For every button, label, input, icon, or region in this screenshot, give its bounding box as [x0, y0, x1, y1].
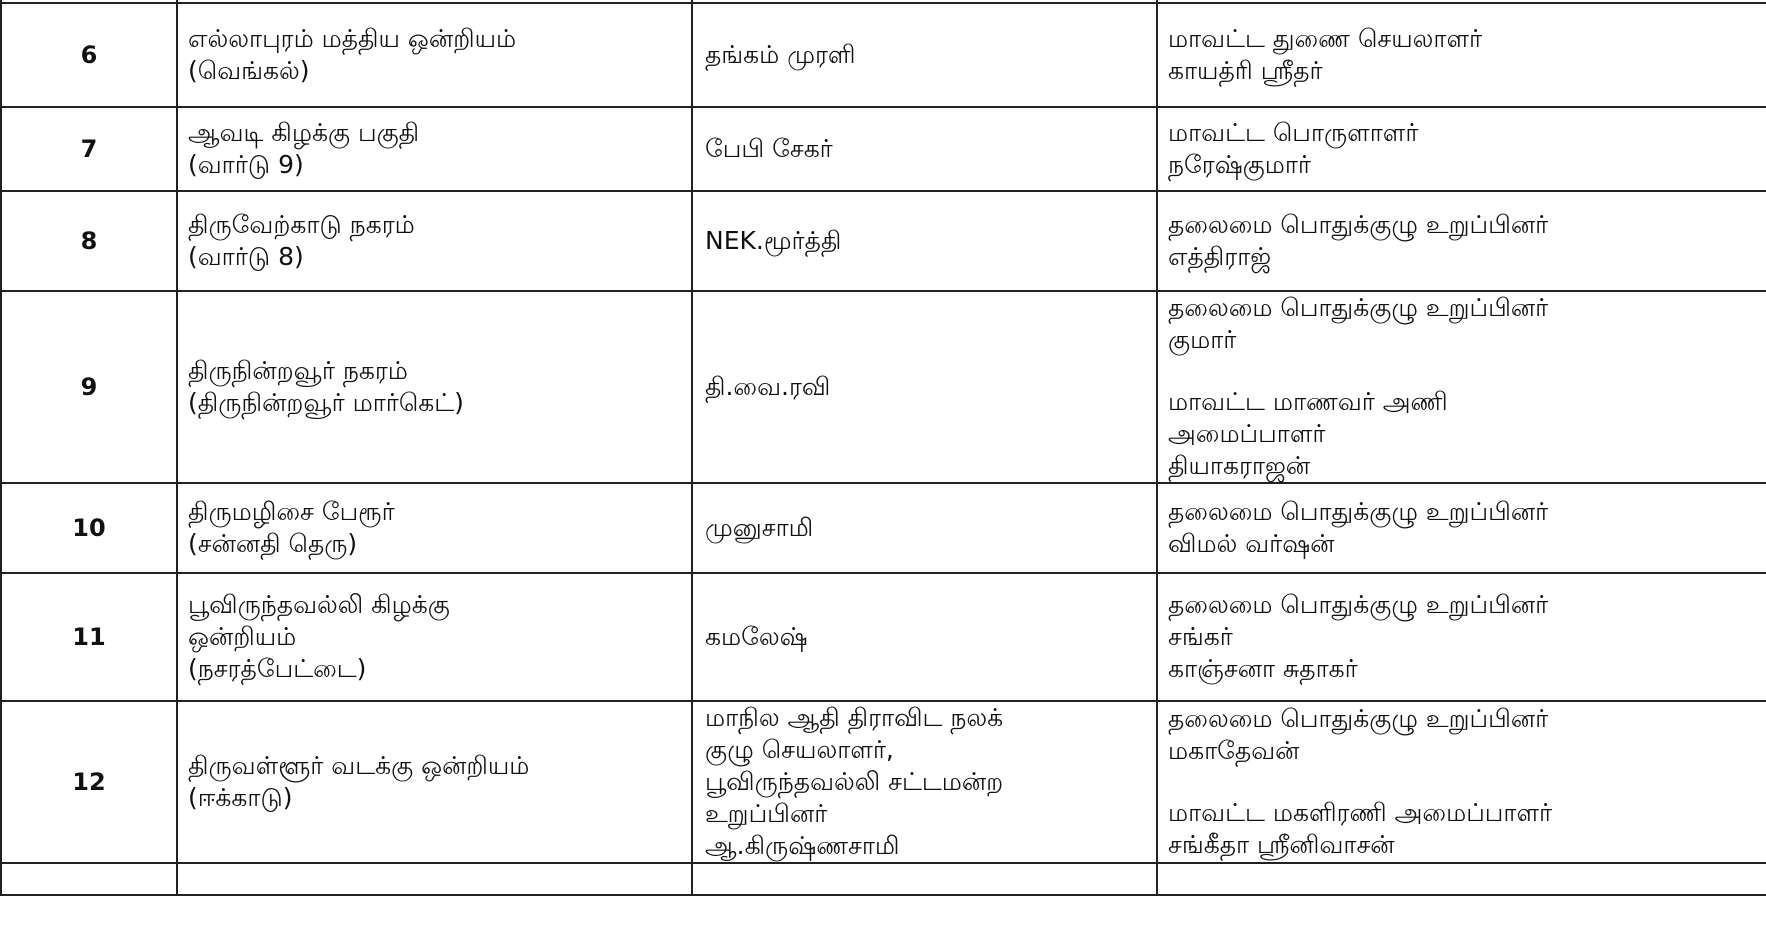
- place-cell: [177, 107, 692, 191]
- place-cell: [177, 483, 692, 573]
- place-cell: [177, 291, 692, 483]
- row-number: 6: [1, 3, 177, 107]
- place-cell: [177, 191, 692, 291]
- place-cell: [177, 573, 692, 701]
- table-row: [1, 107, 1766, 191]
- assigned-by-cell: [1157, 291, 1766, 483]
- person-line: பூவிருந்தவல்லி சட்டமன்ற: [705, 767, 1004, 796]
- person-line: தி.வை.ரவி: [705, 372, 831, 401]
- person-line: NEK.மூர்த்தி: [705, 226, 842, 255]
- assigned-by-line: காயத்ரி ஸ்ரீதர்: [1168, 56, 1323, 85]
- row-number: 10: [1, 483, 177, 573]
- person-line: பேபி சேகர்: [705, 134, 833, 163]
- assigned-by-line: குமார்: [1168, 325, 1237, 354]
- row-number: 11: [1, 573, 177, 701]
- assigned-by-line: அமைப்பாளர்: [1168, 419, 1326, 448]
- table-row: [1, 483, 1766, 573]
- person-cell: [692, 107, 1157, 191]
- assigned-by-line: தலைமை பொதுக்குழு உறுப்பினர்: [1168, 704, 1549, 733]
- assigned-by-cell: [1157, 3, 1766, 107]
- place-line: (திருநின்றவூர் மார்கெட்): [188, 388, 464, 417]
- assigned-by-line: மகாதேவன்: [1168, 736, 1300, 765]
- place-line: ஒன்றியம்: [188, 622, 297, 651]
- table-body: [1, 0, 1766, 895]
- person-line: கமலேஷ்: [705, 622, 808, 651]
- table-row: [1, 573, 1766, 701]
- person-cell: [692, 701, 1157, 863]
- assigned-by-line: தலைமை பொதுக்குழு உறுப்பினர்: [1168, 293, 1549, 322]
- assigned-by-line: தலைமை பொதுக்குழு உறுப்பினர்: [1168, 497, 1549, 526]
- place-line: (நசரத்பேட்டை): [188, 654, 367, 683]
- row-number: 7: [1, 107, 177, 191]
- place-line: ஆவடி கிழக்கு பகுதி: [188, 118, 420, 147]
- assigned-by-line: காஞ்சனா சுதாகர்: [1168, 654, 1358, 683]
- place-line: (வார்டு 9): [188, 150, 304, 179]
- assigned-by-line: மாவட்ட மாணவர் அணி: [1168, 387, 1448, 416]
- assigned-by-line: எத்திராஜ்: [1168, 242, 1272, 271]
- person-cell: [692, 483, 1157, 573]
- person-cell: [692, 191, 1157, 291]
- assigned-by-line: தலைமை பொதுக்குழு உறுப்பினர்: [1168, 210, 1549, 239]
- place-line: திருநின்றவூர் நகரம்: [188, 356, 408, 385]
- place-cell: [177, 3, 692, 107]
- assigned-by-line: மாவட்ட பொருளாளர்: [1168, 118, 1419, 147]
- person-cell: [692, 573, 1157, 701]
- assigned-by-line: தியாகராஜன்: [1168, 451, 1311, 480]
- place-line: (வார்டு 8): [188, 242, 304, 271]
- assigned-by-cell: [1157, 573, 1766, 701]
- assigned-by-cell: [1157, 191, 1766, 291]
- person-line: ஆ.கிருஷ்ணசாமி: [705, 831, 900, 860]
- place-line: திருமழிசை பேரூர்: [188, 497, 395, 526]
- place-line: (வெங்கல்): [188, 56, 310, 85]
- row-number: 12: [1, 701, 177, 863]
- table-row: [1, 701, 1766, 863]
- group-gap: [1168, 356, 1756, 386]
- place-line: எல்லாபுரம் மத்திய ஒன்றியம்: [188, 24, 517, 53]
- group-gap: [1168, 767, 1756, 797]
- person-line: முனுசாமி: [705, 513, 814, 542]
- place-line: (ஈக்காடு): [188, 783, 293, 812]
- assigned-by-cell: [1157, 701, 1766, 863]
- row-number: 9: [1, 291, 177, 483]
- assigned-by-cell: [1157, 483, 1766, 573]
- assigned-by-line: மாவட்ட மகளிரணி அமைப்பாளர்: [1168, 798, 1553, 827]
- assigned-by-line: விமல் வர்ஷன்: [1168, 529, 1335, 558]
- assigned-by-line: தலைமை பொதுக்குழு உறுப்பினர்: [1168, 590, 1549, 619]
- row-number: 8: [1, 191, 177, 291]
- place-line: பூவிருந்தவல்லி கிழக்கு: [188, 590, 450, 619]
- table-row-partial-bottom: [1, 863, 1766, 895]
- person-line: மாநில ஆதி திராவிட நலக்: [705, 703, 1004, 732]
- place-line: திருவேற்காடு நகரம்: [188, 210, 415, 239]
- assigned-by-line: நரேஷ்குமார்: [1168, 150, 1311, 179]
- person-line: தங்கம் முரளி: [705, 40, 856, 69]
- assigned-by-cell: [1157, 107, 1766, 191]
- assigned-by-line: சங்கீதா ஸ்ரீனிவாசன்: [1168, 830, 1395, 859]
- table-row: [1, 191, 1766, 291]
- table-row: [1, 291, 1766, 483]
- person-line: உறுப்பினர்: [705, 799, 828, 828]
- place-cell: [177, 701, 692, 863]
- assigned-by-line: மாவட்ட துணை செயலாளர்: [1168, 24, 1483, 53]
- place-line: (சன்னதி தெரு): [188, 529, 358, 558]
- assigned-by-line: சங்கர்: [1168, 622, 1233, 651]
- table-row: [1, 3, 1766, 107]
- person-cell: [692, 291, 1157, 483]
- place-line: திருவள்ளூர் வடக்கு ஒன்றியம்: [188, 751, 530, 780]
- person-line: குழு செயலாளர்,: [705, 735, 894, 764]
- person-cell: [692, 3, 1157, 107]
